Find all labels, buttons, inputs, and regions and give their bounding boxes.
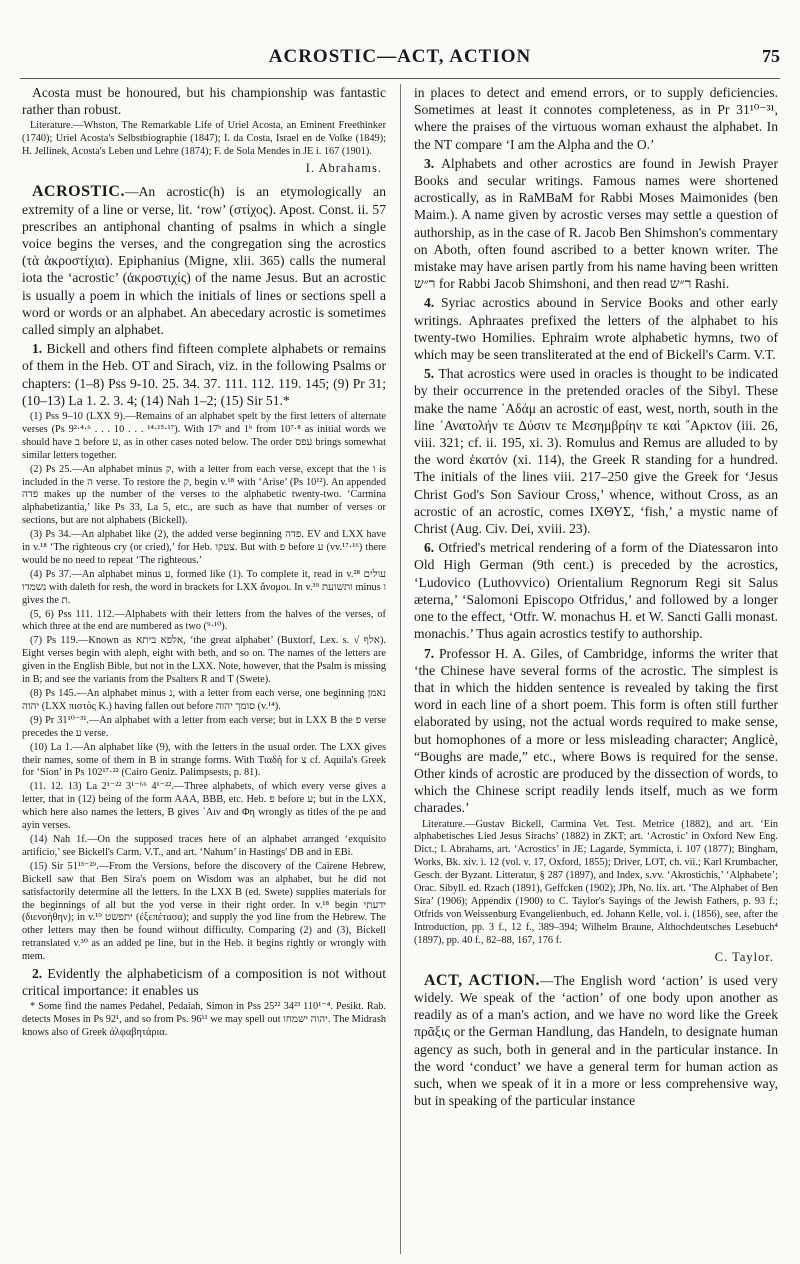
section-number: 6.	[424, 540, 439, 556]
entry-heading: ACROSTIC.	[32, 183, 125, 201]
paragraph-text: (2) Ps 25.—An alphabet minus ק, with a letter from each verse, except that the ו is included in the ה verse. To restore the ק, begin v.¹⁸ with ‘Arise’ (Ps 10¹²). An appended פדה makes up the number of the verses to the alphabetic twenty-two. ‘Carmina alphabetizantia,’ like Ps 33, La 5, etc., are such as have that number of verses or sections, but are not alphabets (Bickell).	[22, 463, 386, 527]
paragraph-text: Syriac acrostics abound in Service Books and other early writings. Aphraates prefixed the letters of the alphabet to his twenty-two Homilies. Ephraim wrote alphabetic hymns, two of which may be seen transliterated at the end of Bickell's Carm. V.T.	[414, 295, 778, 363]
paragraph-text: (3) Ps 34.—An alphabet like (2), the added verse beginning פדה. EV and LXX have in v.¹⁸ ‘The righteous cry (or cried),’ for Heb. צעקו. But with פ before ע (vv.¹⁷·¹⁶) there would be no need to repeat ‘The righteous.’	[22, 529, 386, 566]
body-paragraph	[414, 645, 778, 817]
entry-heading-paragraph	[414, 972, 778, 1110]
note-paragraph	[22, 569, 386, 608]
paragraph-text: (9) Pr 31¹⁰⁻³¹.—An alphabet with a letter from each verse; but in LXX B the פ verse precedes the ע verse.	[22, 714, 386, 739]
paragraph-text: I. Abrahams.	[305, 161, 382, 176]
section-number: 3.	[424, 155, 442, 171]
page-number: 75	[762, 46, 780, 66]
body-paragraph	[414, 155, 778, 293]
page-header	[20, 38, 780, 79]
section-number: 4.	[424, 295, 441, 311]
paragraph-text: (8) Ps 145.—An alphabet minus נ, with a letter from each verse, one beginning נאמן יהוה (LXX πιστὸς K.) having fallen out before סומך יהוה (v.¹⁴).	[22, 688, 386, 712]
paragraph-text: Alphabets and other acrostics are found in Jewish Prayer Books and secular writings. Famous names were shortened acrostically, as in RaMBaM for Rabbi Moses Maimonides (ben Maim.). A name given by acrostic verses may settle a question of authorship, as in the case of R. Jacob Ben Shimshon's commentary on Aboth, often found ascribed to a better known writer. The mistake may have arisen partly from his name having been written ר״ש for Rabbi Jacob Shimshoni, and then read ר״ש Rashi.	[414, 155, 778, 292]
right-column	[414, 84, 778, 1254]
body-paragraph	[22, 965, 386, 999]
note-paragraph	[22, 781, 386, 833]
paragraph-text: (11. 12. 13) La 2¹⁻²² 3¹⁻⁶⁶ 4¹⁻²².—Three alphabets, of which every verse gives a letter, that in (12) being of the form AAA, BBB, etc. Heb. פ before ע; but in the LXX, which here also names the letters, B gives ᾿Αιν and Φη wrongly as titles of the pe and ayin verses.	[22, 781, 386, 832]
body-paragraph	[22, 340, 386, 409]
entry-heading: ACT, ACTION.	[424, 971, 541, 989]
body-paragraph	[414, 365, 778, 537]
paragraph-text: C. Taylor.	[714, 949, 774, 964]
paragraph-text: Literature.—Gustav Bickell, Carmina Vet. Test. Metrice (1882), and art. ‘Ein alphabetisches Lied Jesus Sirachs’ (1882) in ZKT; art. ‘Acrostic’ in Oxford New Eng. Dict.; I. Abrahams, art. ‘Acrostics’ in JE; Lagarde, Symmicta, i. 107 (1877); Bingham, Works, Bk. xiv. i. 12 (vol. v. 17, Oxford, 1855); Driver, LOT, ch. vii.; Karl Krumbacher, Gesch. der Byzant. Litteratur, § 287 (1897), and Index, s.vv. ‘Akrostichis,’ ‘Alphabete’; Orac. Sibyll. ed. Rzach (1891), Geffcken (1902); JPh, No. lix. art. ‘The Alphabet of Ben Sira’ (1906); Appendix (1900) to C. Taylor's Sayings of the Jewish Fathers, p. 93 f.; Otfrids von Weissenburg Evangelienbuch, ed. Johann Kelle, vol. i. (1856), see, after the Introduction, pp. 3 f., 12 f., 389–394; Wilhelm Braune, Althochdeutsches Lesebuch⁴ (1897), pp. 40 f., 82–88, 167, 176 f.	[414, 818, 778, 946]
running-head: ACROSTIC—ACT, ACTION	[268, 46, 532, 67]
paragraph-text: (14) Nah 1f.—On the supposed traces here of an alphabet arranged ‘exquisito artificio,’ see Bickell's Carm. V.T., and art. ‘Nahum’ in Hastings' DB and in EBi.	[22, 833, 386, 858]
body-paragraph	[22, 84, 386, 118]
left-column	[22, 84, 386, 1254]
note-paragraph	[22, 411, 386, 463]
note-paragraph	[22, 834, 386, 860]
paragraph-text: Bickell and others find fifteen complete alphabets or remains of them in the Heb. OT and Sirach, viz. in the following Psalms or chapters: (1–8) Pss 9-10. 25. 34. 37. 111. 112. 119. 145; (9) Pr 31; (10–13) La 1. 2. 3. 4; (14) Nah 1–2; (15) Sir 51.*	[22, 341, 386, 408]
paragraph-text: (10) La 1.—An alphabet like (9), with the letters in the usual order. The LXX gives their names, some of them in B in strange forms. With Τιαδὴ for צ cf. Aquila's Greek for ‘Sion’ in Ps 102¹⁷·²² (Cairo Geniz. Palimpsests, p. 81).	[22, 741, 386, 779]
note-paragraph	[22, 635, 386, 687]
author-signature	[414, 949, 774, 966]
body-paragraph	[414, 539, 778, 642]
paragraph-text: (15) Sir 51¹³⁻²⁹.—From the Versions, before the discovery of the Cairene Hebrew, Bickell saw that Ben Sira's poem on Wisdom was an alphabet, but he did not satisfactorily determine all the letters. In the LXX B (ed. Swete) supplies materials for the beginnings of all but the yod verse in their right order. In v.¹⁸ begin ידעתי (διενοήθην); in v.¹⁹ יתפשט (ἐξεπέτασα); and supply the yod line from the Hebrew. The other letters may then be found without difficulty. Comparing (2) and (3), Bickell retranslated v.³⁰ as an added pe line, but in the Heb. it begins rightly or wrongly with mem.	[22, 860, 386, 963]
note-paragraph	[414, 819, 778, 948]
paragraph-text: Otfried's metrical rendering of a form of the Diatessaron into Old High German (9th cent.) is preceded by the acrostics, ‘Ludovico (Luthovvico) Orientalium Regnorum Regi sit Salus æterna,’ ‘Salomoni Episcopo Otfridus,’ and followed by a longer one to the effect, ‘Otfr. W. monachus H. et W. Sancti Galli monast. monachis.’ Thus again acrostics testify to authorship.	[414, 540, 778, 642]
body-paragraph	[414, 294, 778, 363]
paragraph-text: * Some find the names Pedahel, Pedaiah, Simon in Pss 25²² 34²³ 110¹⁻⁴. Pesikt. Rab. detects Moses in Ps 92¹, and so from Ps. 96¹¹ we may spell out יהוה ישמחו. The Midrash knows also of Greek ἀλφαβητάρια.	[22, 1001, 386, 1039]
note-paragraph	[22, 861, 386, 964]
paragraph-text: in places to detect and emend errors, or to supply deficiencies. Sometimes at least it connotes completeness, as in Pr 31¹⁰⁻³¹, where the praises of the virtuous woman exhaust the alphabet. In the NT compare ‘I am the Alpha and the O.’	[414, 85, 778, 152]
paragraph-text: Literature.—Whston, The Remarkable Life of Uriel Acosta, an Eminent Freethinker (1740); Uriel Acosta's Selbstbiographie (1847); I. da Costa, Israel en de Volke (1849); H. Jellinek, Acosta's Leben und Lehre (1874); F. de Sola Mendes in JE i. 167 (1901).	[22, 120, 386, 158]
note-paragraph	[22, 464, 386, 529]
column-rule	[400, 84, 401, 1254]
note-paragraph	[22, 120, 386, 159]
paragraph-text: (7) Ps 119.—Known as אלפא ביתא, ‘the great alphabet’ (Buxtorf, Lex. s. √ אלף). Eight verses begin with aleph, eight with beth, and so on. The names of the letters are given in the English Bible, but not in the LXX. Note, however, that the Psalm is missing in B; and see the variants from the Psalters R and T (Swete).	[22, 635, 386, 686]
section-number: 7.	[424, 645, 439, 661]
paragraph-text: Professor H. A. Giles, of Cambridge, informs the writer that ‘the Chinese have several forms of the acrostic. The simplest is that in which the hidden sentence is revealed by taking the first word in each line of a short poem. This form is often still further elaborated by using, not the actual words required to make sense, but homophones of a more or less misleading character; Anglicè, “Boughs are made,” etc., where Bows is required for the sense. Other kinds of acrostic are produced by the dissection of words, to which the Chinese script readily lends itself, much as we form charades.’	[414, 645, 778, 816]
paragraph-text: (5, 6) Pss 111. 112.—Alphabets with their letters from the halves of the verses, of which three at the end are numbered as two (⁹·¹⁰).	[22, 608, 386, 633]
paragraph-text: (1) Pss 9–10 (LXX 9).—Remains of an alphabet spelt by the first letters of alternate verses (Ps 9²·⁴·⁶ . . . 10 . . . ¹⁴·¹⁵·¹⁷). With 17ᵇ and 1ᵇ from 10⁷·⁸ as initial words we should have ב before ע, as in other cases noted below. The order עפס brings somewhat similar letters together.	[22, 410, 386, 461]
paragraph-text: Acosta must be honoured, but his championship was fantastic rather than robust.	[22, 85, 386, 118]
paragraph-text: —The English word ‘action’ is used very widely. We speak of the ‘action’ of one body upon another as readily as of a man's action, and we have no word like the Greek πρᾶξις or the German Handlung, das Handeln, to designate human agency as such, both in general and in the particular instance. In the word ‘conduct’ we have a general term for human action as such, when we speak of it in a more or less comprehensive way, but in speaking of the particular instance	[414, 972, 778, 1109]
paragraph-text: Evidently the alphabeticism of a composition is not without critical importance: it enables us	[22, 966, 386, 999]
section-number: 2.	[32, 966, 48, 982]
paragraph-text: (4) Ps 37.—An alphabet minus ע, formed like (1). To complete it, read in v.²⁸ עולים נשמדו with daleth for resh, the word in brackets for LXX ἄνομοι. In v.³⁹ ותשועת minus ו gives the ת.	[22, 568, 386, 606]
author-signature	[22, 160, 382, 177]
section-number: 5.	[424, 366, 439, 382]
note-paragraph	[22, 609, 386, 635]
note-paragraph	[22, 688, 386, 714]
paragraph-text: —An acrostic(h) is an etymologically an extremity of a line or verse, lit. ‘row’ (στίχος). Apost. Const. ii. 57 prescribes an antiphonal chanting of psalms in which a single voice begins the verses, and the congregation sing the acrostics (τὰ ἀκροστίχια). Epiphanius (Migne, xlii. 365) calls the numeral iota the ‘acrostic’ (ἀκροστιχίς) of the name Jesus. But an acrostic is usually a poem in which the initials of lines or sections spell a word or words or an alphabet. An abecedary acrostic is sometimes called simply an alphabet.	[22, 184, 386, 337]
note-paragraph	[22, 742, 386, 781]
note-paragraph	[22, 529, 386, 568]
note-paragraph	[22, 1001, 386, 1040]
note-paragraph	[22, 715, 386, 741]
body-paragraph	[414, 84, 778, 153]
entry-heading-paragraph	[22, 183, 386, 338]
section-number: 1.	[32, 341, 47, 357]
paragraph-text: That acrostics were used in oracles is thought to be indicated by their occurrence in the pretended oracles of the Sibyl. These make the name ᾿Αδάμ an acrostic of east, west, north, south in the line ᾿Ανατολήν τε Δύσιν τε Μεσημβρίην τε καὶ ῎Αρκτον (iii. 26, viii. 321; cf. ii. 195, xi. 3). Romulus and Remus are alluded to by the word ἑκατόν (xi. 114), the Greek R standing for a hundred. The initials of the lines viii. 217–250 give the Greek for ‘Jesus Christ God's Son Saviour Cross,’ whence, without Cross, as an acrostic of an acrostic, comes ΙΧΘΥΣ, ‘fish,’ a mystic name of Christ (Aug. Civ. Dei, xviii. 23).	[414, 366, 778, 537]
